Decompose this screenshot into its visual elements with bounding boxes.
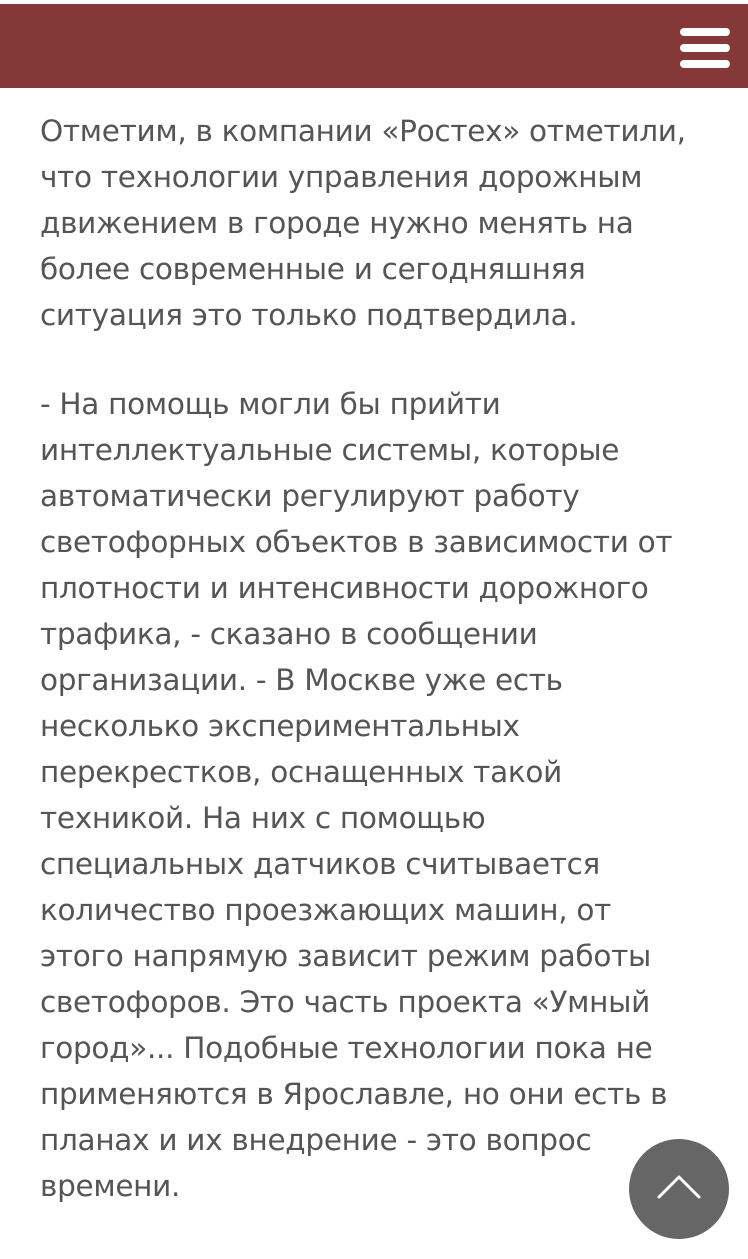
chevron-up-icon: [629, 1139, 729, 1239]
scroll-to-top-button[interactable]: [629, 1139, 729, 1239]
hamburger-menu-icon-bar: [680, 60, 730, 68]
article-paragraph: Отметим, в компании «Ростех» отметили, что технологии управления дорожным движением в городе нужно менять на более современные и сегодняшняя ситуация это только подтвердила.: [40, 114, 686, 332]
hamburger-menu-icon-bar: [680, 44, 730, 52]
menu-button[interactable]: [680, 26, 730, 70]
hamburger-menu-icon: [680, 28, 730, 36]
article-body: [40, 108, 720, 1252]
top-header-bar: [0, 4, 748, 88]
article-paragraph: - На помощь могли бы прийти интеллектуальные системы, которые автоматически регулируют работу светофорных объектов в зависимости от плотности и интенсивности дорожного трафика, - сказано в сообщении организации. - В Москве уже есть несколько экспериментальных перекрестков, оснащенных такой техникой. На них с помощью специальных датчиков считывается количество проезжающих машин, от этого напрямую зависит режим работы светофоров. Это часть проекта «Умный город»... Подобные технологии пока не применяются в Ярославле, но они есть в планах и их внедрение - это вопрос времени.: [40, 387, 673, 1203]
